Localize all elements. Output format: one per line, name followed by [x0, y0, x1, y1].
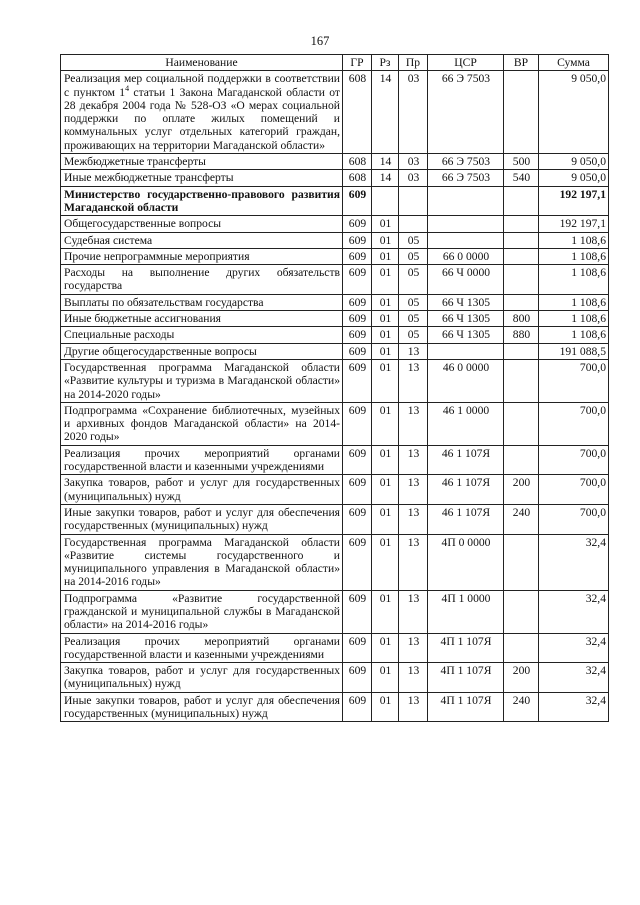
- cell-rz: 14: [372, 170, 399, 186]
- page-number: 167: [310, 34, 330, 48]
- table-row: [61, 265, 609, 295]
- cell-rz: 01: [372, 265, 399, 295]
- cell-name: Государственная программа Магаданской области «Развитие системы государственного и муниципального управления в Магаданской области» на 2014-2016 годы»: [61, 534, 343, 590]
- cell-vr: [504, 265, 539, 295]
- cell-vr: [504, 294, 539, 310]
- cell-vr: [504, 343, 539, 359]
- cell-pr: 13: [399, 445, 428, 475]
- cell-csr: [428, 343, 504, 359]
- cell-csr: 4П 1 107Я: [428, 663, 504, 693]
- cell-sum: 1 108,6: [539, 232, 609, 248]
- cell-sum: 192 197,1: [539, 216, 609, 232]
- cell-gr: 609: [343, 311, 372, 327]
- cell-csr: 66 Э 7503: [428, 170, 504, 186]
- cell-vr: [504, 534, 539, 590]
- cell-csr: 46 1 0000: [428, 402, 504, 445]
- cell-vr: [504, 633, 539, 663]
- budget-table: [60, 54, 609, 722]
- cell-name: Расходы на выполнение других обязательств государства: [61, 265, 343, 295]
- cell-csr: 4П 0 0000: [428, 534, 504, 590]
- cell-gr: 609: [343, 186, 372, 216]
- cell-name: Выплаты по обязательствам государства: [61, 294, 343, 310]
- cell-csr: 46 1 107Я: [428, 475, 504, 505]
- cell-csr: 4П 1 107Я: [428, 633, 504, 663]
- cell-rz: 01: [372, 692, 399, 722]
- cell-name: Реализация прочих мероприятий органами государственной власти и казенными учреждениями: [61, 445, 343, 475]
- cell-name: Государственная программа Магаданской области «Развитие культуры и туризма в Магаданской области» на 2014-2020 годы»: [61, 359, 343, 402]
- cell-name: Судебная система: [61, 232, 343, 248]
- cell-pr: 13: [399, 590, 428, 633]
- cell-gr: 609: [343, 445, 372, 475]
- cell-csr: 66 Ч 1305: [428, 327, 504, 343]
- cell-pr: 13: [399, 402, 428, 445]
- table-row: [61, 445, 609, 475]
- table-header-row: [61, 55, 609, 71]
- table-row: [61, 327, 609, 343]
- cell-rz: [372, 186, 399, 216]
- cell-gr: 609: [343, 327, 372, 343]
- cell-sum: 191 088,5: [539, 343, 609, 359]
- cell-sum: 9 050,0: [539, 154, 609, 170]
- cell-name-text: статьи 1 Закона Магаданской области от 28 декабря 2004 года № 528-ОЗ «О мерах социальной поддержки по оплате жилых помещений и коммунальных услуг отдельных категорий граждан, проживающих на территории Магаданской области»: [64, 85, 340, 152]
- header-sum: Сумма: [539, 55, 609, 71]
- cell-rz: 01: [372, 475, 399, 505]
- cell-pr: 05: [399, 327, 428, 343]
- cell-sum: 192 197,1: [539, 186, 609, 216]
- cell-csr: [428, 232, 504, 248]
- table-row: [61, 343, 609, 359]
- cell-name: Иные закупки товаров, работ и услуг для обеспечения государственных (муниципальных) нужд: [61, 692, 343, 722]
- cell-csr: 46 0 0000: [428, 359, 504, 402]
- cell-csr: 66 Э 7503: [428, 154, 504, 170]
- cell-name: Закупка товаров, работ и услуг для государственных (муниципальных) нужд: [61, 475, 343, 505]
- cell-pr: 13: [399, 633, 428, 663]
- cell-name-text: Реализация мер социальной поддержки в соответствии с пунктом 1: [64, 72, 340, 99]
- cell-sum: 1 108,6: [539, 265, 609, 295]
- cell-sum: 32,4: [539, 534, 609, 590]
- cell-sum: 1 108,6: [539, 327, 609, 343]
- cell-name: Иные бюджетные ассигнования: [61, 311, 343, 327]
- cell-rz: 01: [372, 504, 399, 534]
- cell-pr: 05: [399, 294, 428, 310]
- cell-csr: 66 Э 7503: [428, 71, 504, 154]
- cell-name: Иные закупки товаров, работ и услуг для обеспечения государственных (муниципальных) нужд: [61, 504, 343, 534]
- table-row: [61, 475, 609, 505]
- cell-rz: 01: [372, 633, 399, 663]
- cell-sum: 1 108,6: [539, 311, 609, 327]
- cell-pr: 13: [399, 343, 428, 359]
- cell-gr: 609: [343, 692, 372, 722]
- cell-gr: 608: [343, 154, 372, 170]
- cell-pr: 13: [399, 663, 428, 693]
- cell-gr: 609: [343, 504, 372, 534]
- cell-rz: 01: [372, 232, 399, 248]
- cell-pr: 05: [399, 232, 428, 248]
- cell-gr: 609: [343, 475, 372, 505]
- cell-sum: 700,0: [539, 359, 609, 402]
- cell-name: Реализация прочих мероприятий органами государственной власти и казенными учреждениями: [61, 633, 343, 663]
- cell-gr: 609: [343, 248, 372, 264]
- cell-vr: 880: [504, 327, 539, 343]
- table-row: [61, 692, 609, 722]
- cell-name: Межбюджетные трансферты: [61, 154, 343, 170]
- cell-gr: 609: [343, 590, 372, 633]
- table-row: [61, 154, 609, 170]
- cell-gr: 609: [343, 534, 372, 590]
- cell-rz: 01: [372, 327, 399, 343]
- cell-sum: 1 108,6: [539, 248, 609, 264]
- cell-sum: 32,4: [539, 590, 609, 633]
- cell-vr: [504, 216, 539, 232]
- cell-pr: 03: [399, 154, 428, 170]
- cell-sum: 32,4: [539, 692, 609, 722]
- cell-name: [61, 71, 343, 154]
- cell-vr: 800: [504, 311, 539, 327]
- cell-rz: 01: [372, 359, 399, 402]
- table-row: [61, 504, 609, 534]
- cell-csr: 4П 1 0000: [428, 590, 504, 633]
- cell-gr: 608: [343, 170, 372, 186]
- cell-rz: 14: [372, 71, 399, 154]
- cell-vr: [504, 248, 539, 264]
- cell-name: Другие общегосударственные вопросы: [61, 343, 343, 359]
- cell-pr: 13: [399, 504, 428, 534]
- cell-pr: [399, 186, 428, 216]
- table-row: [61, 534, 609, 590]
- cell-gr: 609: [343, 294, 372, 310]
- cell-vr: [504, 445, 539, 475]
- cell-sum: 32,4: [539, 663, 609, 693]
- cell-vr: [504, 359, 539, 402]
- cell-csr: 46 1 107Я: [428, 445, 504, 475]
- header-pr: Пр: [399, 55, 428, 71]
- cell-sum: 700,0: [539, 504, 609, 534]
- cell-pr: 03: [399, 71, 428, 154]
- cell-gr: 609: [343, 359, 372, 402]
- cell-vr: 200: [504, 663, 539, 693]
- cell-rz: 01: [372, 445, 399, 475]
- cell-vr: [504, 232, 539, 248]
- table-row: [61, 71, 609, 154]
- cell-rz: 01: [372, 402, 399, 445]
- cell-csr: 4П 1 107Я: [428, 692, 504, 722]
- cell-rz: 01: [372, 311, 399, 327]
- cell-sum: 32,4: [539, 633, 609, 663]
- table-row: [61, 311, 609, 327]
- cell-name: Прочие непрограммные мероприятия: [61, 248, 343, 264]
- cell-pr: 05: [399, 311, 428, 327]
- cell-name: Иные межбюджетные трансферты: [61, 170, 343, 186]
- table-row: [61, 170, 609, 186]
- cell-vr: [504, 590, 539, 633]
- cell-sum: 9 050,0: [539, 170, 609, 186]
- table-row: [61, 248, 609, 264]
- cell-csr: 66 Ч 1305: [428, 294, 504, 310]
- cell-sum: 700,0: [539, 445, 609, 475]
- cell-csr: [428, 216, 504, 232]
- cell-name-superscript: 4: [125, 83, 130, 93]
- cell-vr: 200: [504, 475, 539, 505]
- cell-vr: 500: [504, 154, 539, 170]
- cell-rz: 01: [372, 663, 399, 693]
- cell-gr: 609: [343, 343, 372, 359]
- table-row: [61, 663, 609, 693]
- cell-csr: 66 Ч 0000: [428, 265, 504, 295]
- cell-vr: [504, 71, 539, 154]
- cell-name: Министерство государственно-правового развития Магаданской области: [61, 186, 343, 216]
- cell-sum: 1 108,6: [539, 294, 609, 310]
- cell-pr: 13: [399, 359, 428, 402]
- cell-gr: 609: [343, 216, 372, 232]
- cell-csr: [428, 186, 504, 216]
- cell-name: Общегосударственные вопросы: [61, 216, 343, 232]
- header-rz: Рз: [372, 55, 399, 71]
- cell-pr: 03: [399, 170, 428, 186]
- cell-pr: 05: [399, 265, 428, 295]
- table-row: [61, 186, 609, 216]
- cell-sum: 700,0: [539, 475, 609, 505]
- cell-vr: [504, 186, 539, 216]
- cell-name: Подпрограмма «Сохранение библиотечных, музейных и архивных фондов Магаданской области» на 2014-2020 годы»: [61, 402, 343, 445]
- cell-pr: 05: [399, 248, 428, 264]
- table-row: [61, 216, 609, 232]
- cell-name: Подпрограмма «Развитие государственной гражданской и муниципальной службы в Магаданской области» на 2014-2016 годы»: [61, 590, 343, 633]
- cell-vr: [504, 402, 539, 445]
- header-vr: ВР: [504, 55, 539, 71]
- table-row: [61, 402, 609, 445]
- header-gr: ГР: [343, 55, 372, 71]
- cell-sum: 700,0: [539, 402, 609, 445]
- cell-name: Специальные расходы: [61, 327, 343, 343]
- cell-gr: 609: [343, 633, 372, 663]
- cell-vr: 240: [504, 692, 539, 722]
- cell-rz: 01: [372, 248, 399, 264]
- cell-pr: 13: [399, 692, 428, 722]
- cell-name: Закупка товаров, работ и услуг для государственных (муниципальных) нужд: [61, 663, 343, 693]
- table-row: [61, 232, 609, 248]
- cell-rz: 01: [372, 216, 399, 232]
- table-row: [61, 294, 609, 310]
- cell-pr: 13: [399, 534, 428, 590]
- cell-sum: 9 050,0: [539, 71, 609, 154]
- cell-pr: [399, 216, 428, 232]
- cell-pr: 13: [399, 475, 428, 505]
- cell-gr: 609: [343, 663, 372, 693]
- cell-gr: 608: [343, 71, 372, 154]
- cell-rz: 01: [372, 534, 399, 590]
- cell-csr: 46 1 107Я: [428, 504, 504, 534]
- cell-rz: 01: [372, 590, 399, 633]
- cell-rz: 01: [372, 343, 399, 359]
- cell-gr: 609: [343, 265, 372, 295]
- table-row: [61, 590, 609, 633]
- cell-gr: 609: [343, 232, 372, 248]
- table-row: [61, 633, 609, 663]
- cell-gr: 609: [343, 402, 372, 445]
- cell-csr: 66 0 0000: [428, 248, 504, 264]
- cell-csr: 66 Ч 1305: [428, 311, 504, 327]
- cell-rz: 14: [372, 154, 399, 170]
- cell-vr: 540: [504, 170, 539, 186]
- header-csr: ЦСР: [428, 55, 504, 71]
- cell-vr: 240: [504, 504, 539, 534]
- header-name: Наименование: [61, 55, 343, 71]
- table-row: [61, 359, 609, 402]
- cell-rz: 01: [372, 294, 399, 310]
